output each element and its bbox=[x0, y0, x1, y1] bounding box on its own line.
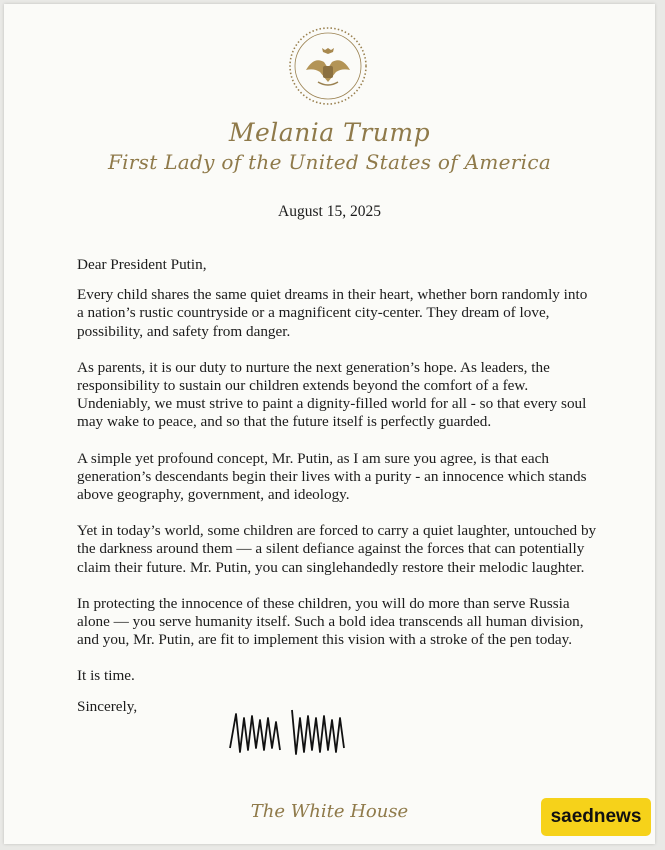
letter-page bbox=[4, 4, 655, 844]
presidential-seal-icon bbox=[288, 26, 368, 106]
paragraph: A simple yet profound concept, Mr. Putin, as I am sure you agree, is that each generation’s descendants begin their lives with a purity - an innocence which stands above geography, government, and ideology. bbox=[77, 449, 587, 504]
sign-off: Sincerely, bbox=[77, 697, 138, 715]
paragraph: In protecting the innocence of these children, you will do more than serve Russia alone — you serve humanity itself. Such a bold idea transcends all human division, and you, Mr. Putin, are fit to implement this vision with a stroke of the pen today. bbox=[77, 594, 584, 649]
letterhead-name: Melania Trump bbox=[228, 118, 431, 147]
signature-icon bbox=[226, 704, 348, 762]
salutation: Dear President Putin, bbox=[77, 256, 207, 273]
paragraph: Yet in today’s world, some children are forced to carry a quiet laughter, untouched by the darkness around them — a silent defiance against the forces that can potentially claim their future. Mr. Putin, you can singlehandedly restore their melodic laughter. bbox=[77, 522, 597, 576]
paragraph: As parents, it is our duty to nurture the next generation’s hope. As leaders, the responsibility to sustain our children extends beyond the comfort of a few. Undeniably, we must strive to paint a dignity-filled world for all - so that every soul may wake to peace, and so that the future itself is perfectly guarded. bbox=[77, 358, 587, 431]
letter-date: August 15, 2025 bbox=[278, 203, 381, 220]
closing-line: It is time. bbox=[77, 667, 135, 685]
letterhead-title: First Lady of the United States of America bbox=[107, 150, 552, 174]
watermark-badge: saednews bbox=[541, 798, 651, 836]
paragraph: Every child shares the same quiet dreams in their heart, whether born randomly into a nation’s rustic countryside or a magnificent city-center. They dream of love, possibility, and safety from danger. bbox=[77, 286, 588, 340]
letter-body bbox=[77, 256, 597, 728]
letterhead-footer: The White House bbox=[250, 801, 409, 822]
